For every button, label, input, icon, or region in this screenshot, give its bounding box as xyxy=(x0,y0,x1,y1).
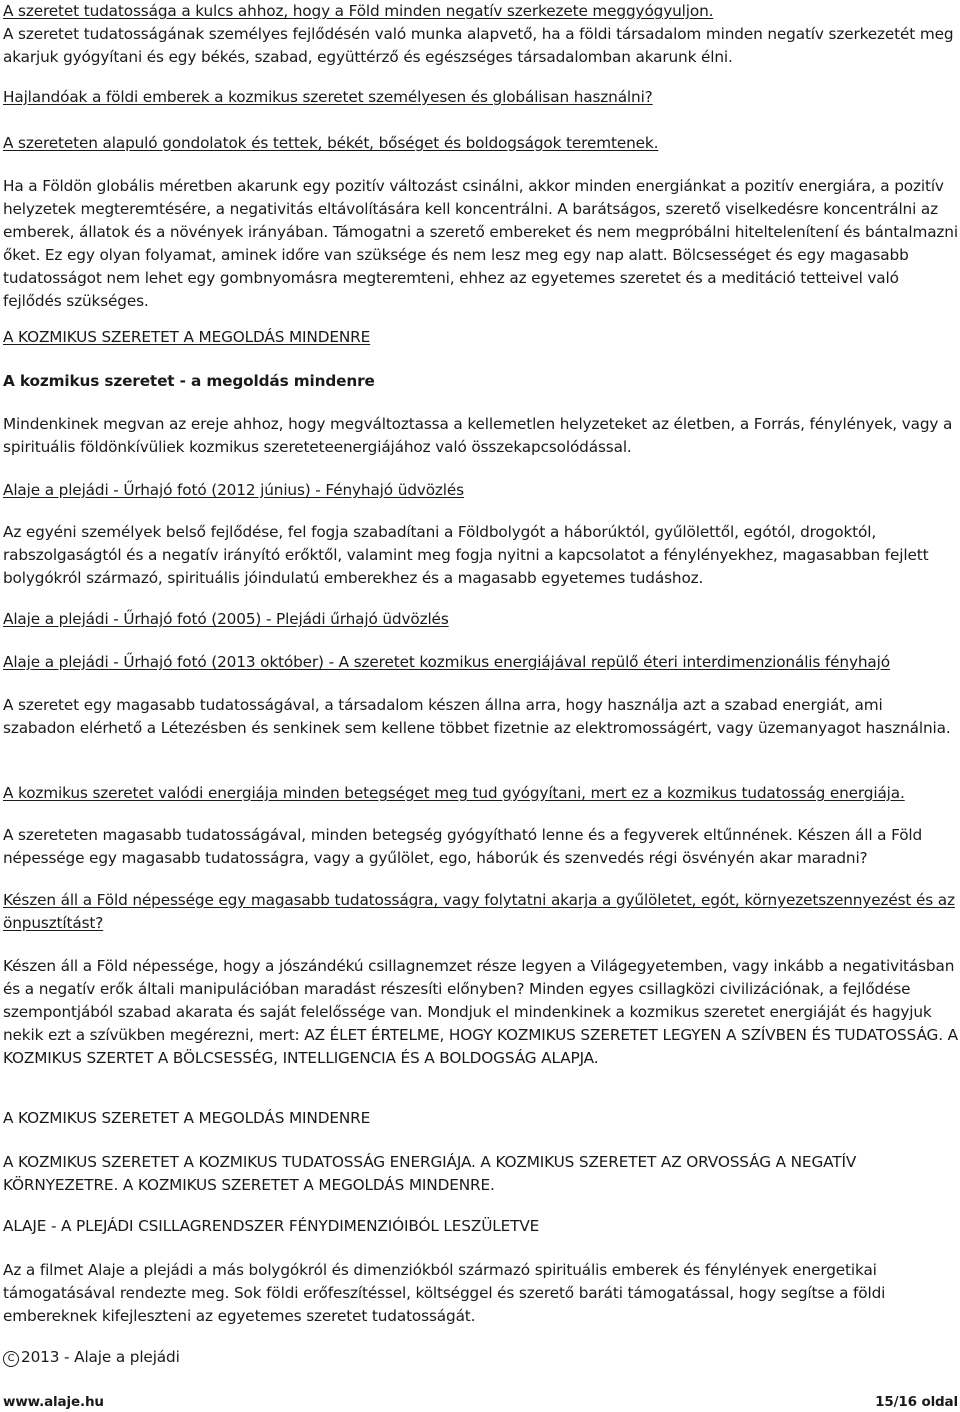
power-to-change-paragraph: Mindenkinek megvan az ereje ahhoz, hogy megváltoztassa a kellemetlen helyzeteket az életben, a Forrás, fénylények, vagy a spirituális földönkívüliek kozmikus szereteteenergiájához való összekapcsolódással. xyxy=(3,415,953,456)
cosmic-love-heading: A kozmikus szeretet - a megoldás mindenre xyxy=(3,372,375,390)
question-link-global-love[interactable]: Hajlandóak a földi emberek a kozmikus szeretet személyesen és globálisan használni? xyxy=(3,88,653,106)
intro-paragraph: A szeretet tudatosságának személyes fejlődésén való munka alapvető, ha a földi társadalom minden negatív szerkezetét meg akarjuk gyógyítani és egy békés, szabad, együttérző és egészséges társadalomban akarunk élni. xyxy=(3,25,954,66)
film-paragraph: Az a filmet Alaje a plejádi a más bolygókról és dimenziókból származó spirituális emberek és fénylények energetikai támogatásával rendezte meg. Sok földi erőfeszítéssel, költséggel és szerető baráti támogatással, hogy segítse a földi embereknek kifejleszteni az egyetemes szeretet tudatosságát. xyxy=(3,1261,886,1325)
star-nation-paragraph: Készen áll a Föld népessége, hogy a jószándékú csillagnemzet része legyen a Világegyetemben, vagy inkább a negativitásban és a negatív erők általi manipulációban maradást részesíti előnyben? Minden egyes csillagközi civilizációnak, a fejlődése szempontjából szabad akarata és saját felelőssége van. Mondjuk el mindenkinek a kozmikus szeretet energiáját és hagyjuk nekik ezt a szívükben megérezni, mert: AZ ÉLET ÉRTELME, HOGY KOZMIKUS SZERETET LEGYEN A SZÍVBEN ÉS TUDATOSSÁG. A KOZMIKUS SZERTET A BÖLCSESSÉG, INTELLIGENCIA ÉS A BOLDOGSÁG ALAPJA. xyxy=(3,957,958,1067)
photo-2013-link[interactable]: Alaje a plejádi - Űrhajó fotó (2013 október) - A szeretet kozmikus energiájával repülő éteri interdimenzionális fényhajó xyxy=(3,653,890,671)
footer-page-number: 15/16 oldal xyxy=(875,1394,958,1410)
intro-heading-link[interactable]: A szeretet tudatossága a kulcs ahhoz, hogy a Föld minden negatív szerkezete meggyógyuljon. xyxy=(3,2,714,20)
ready-question-link[interactable]: Készen áll a Föld népessége egy magasabb tudatosságra, vagy folytatni akarja a gyűlöletet, egót, környezetszennyezést és az önpusztítást? xyxy=(3,891,955,932)
healing-paragraph: A szereteten magasabb tudatosságával, minden betegség gyógyítható lenne és a fegyverek eltűnnének. Készen áll a Föld népessége egy magasabb tudatosságra, vagy a gyűlölet, ego, háborúk és szenvedés régi ösvényén akar maradni? xyxy=(3,826,923,867)
photo-2012-link[interactable]: Alaje a plejádi - Űrhajó fotó (2012 június) - Fényhajó üdvözlés xyxy=(3,481,464,499)
cosmic-love-statements: A KOZMIKUS SZERETET A KOZMIKUS TUDATOSSÁG ENERGIÁJA. A KOZMIKUS SZERETET AZ ORVOSSÁG A NEGATÍV KÖRNYEZETRE. A KOZMIKUS SZERETET A MEGOLDÁS MINDENRE. xyxy=(3,1153,857,1194)
global-change-paragraph: Ha a Földön globális méretben akarunk egy pozitív változást csinálni, akkor minden energiánkat a pozitív energiára, a pozitív helyzetek megteremtésére, a negativitás eltávolítására kell koncentrálni. A barátságos, szerető viselkedésre koncentrálni az emberek, állatok és a növények irányában. Támogatni a szerető embereket és nem megpróbálni hiteltelenítení és bántalmazni őket. Ez egy olyan folyamat, aminek időre van szüksége és nem lesz meg egy nap alatt. Bölcsességet és egy magasabb tudatosságot nem lehet egy gombnyomásra megteremteni, ehhez az egyetemes szeretet és a meditáció tetteivel való fejlődés szükséges. xyxy=(3,177,958,310)
copyright-text: 2013 - Alaje a plejádi xyxy=(21,1348,180,1366)
intro-block xyxy=(3,0,958,69)
cosmic-love-solution-link[interactable]: A KOZMIKUS SZERETET A MEGOLDÁS MINDENRE xyxy=(3,328,371,346)
footer-site[interactable]: www.alaje.hu xyxy=(3,1394,104,1410)
page-footer xyxy=(3,1392,958,1412)
copyright-line xyxy=(3,1346,180,1369)
love-thoughts-link[interactable]: A szereteten alapuló gondolatok és tettek, békét, bőséget és boldogságok teremtenek. xyxy=(3,134,659,152)
alaje-origin-heading: ALAJE - A PLEJÁDI CSILLAGRENDSZER FÉNYDIMENZIÓIBÓL LESZÜLETVE xyxy=(3,1217,540,1235)
copyright-icon: C xyxy=(3,1351,19,1367)
inner-development-paragraph: Az egyéni személyek belső fejlődése, fel fogja szabadítani a Földbolygót a háborúktól, gyűlölettől, egótól, drogoktól, rabszolgaságtól és a negatív irányító erőktől, valamint meg fogja nyitni a kapcsolatot a fénylényekhez, magasabban fejlett bolygókról származó, spirituális jóindulatú emberekhez és a magasabb egyetemes tudáshoz. xyxy=(3,523,929,587)
photo-2005-link[interactable]: Alaje a plejádi - Űrhajó fotó (2005) - Plejádi űrhajó üdvözlés xyxy=(3,610,449,628)
healing-energy-link[interactable]: A kozmikus szeretet valódi energiája minden betegséget meg tud gyógyítani, mert ez a kozmikus tudatosság energiája. xyxy=(3,784,905,802)
free-energy-paragraph: A szeretet egy magasabb tudatosságával, a társadalom készen állna arra, hogy használja azt a szabad energiát, ami szabadon elérhető a Létezésben és senkinek sem kellene többet fizetnie az elektromosságért, vagy üzemanyagot használnia. xyxy=(3,696,951,737)
solution-heading: A KOZMIKUS SZERETET A MEGOLDÁS MINDENRE xyxy=(3,1109,371,1127)
